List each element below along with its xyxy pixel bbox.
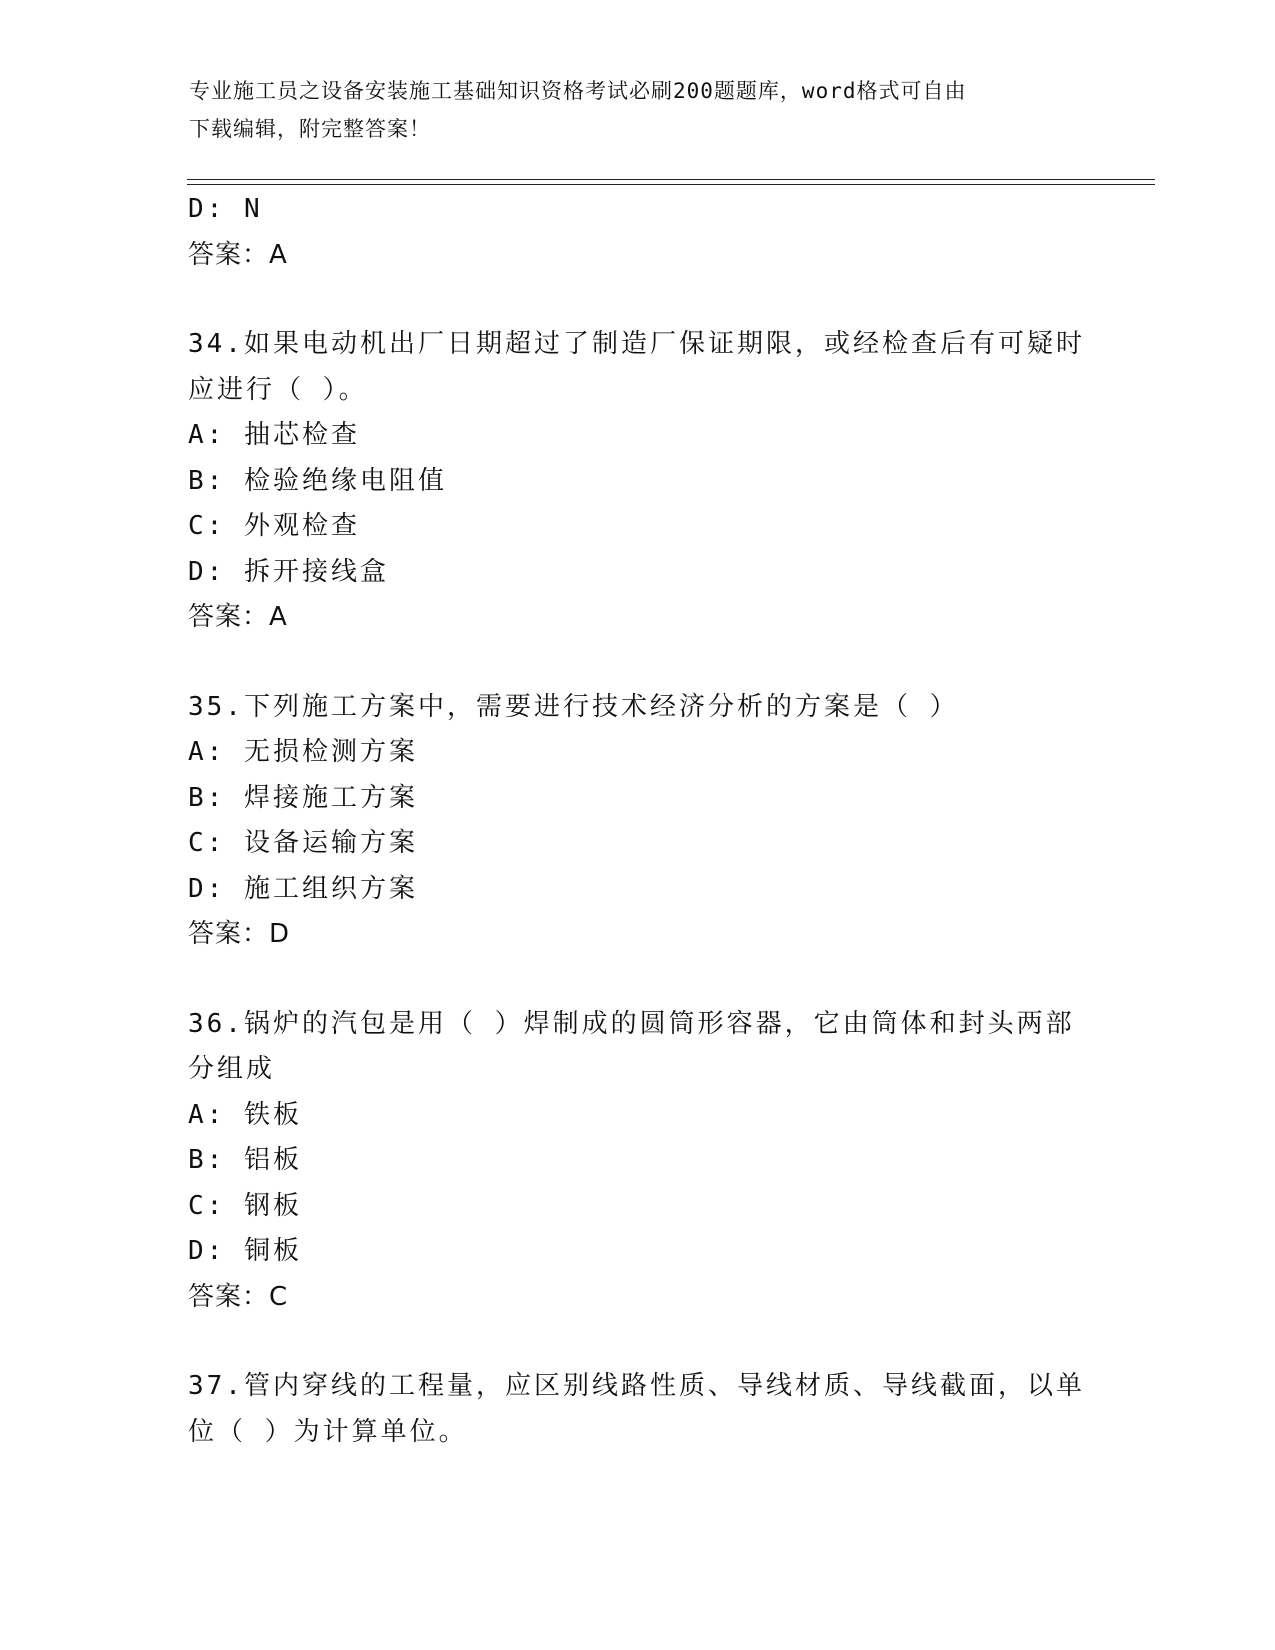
header-divider-top — [187, 179, 1155, 180]
question-stem-line-1: 37.管内穿线的工程量，应区别线路性质、导线材质、导线截面，以单 — [188, 1371, 1085, 1401]
answer-line: 答案：D — [188, 919, 291, 949]
question-stem-line-1: 35.下列施工方案中，需要进行技术经济分析的方案是（ ） — [188, 691, 959, 722]
option-d: D: 施工组织方案 — [188, 873, 418, 904]
question-spacer — [188, 1320, 1088, 1364]
option-a: A: 铁板 — [188, 1099, 302, 1130]
question-stem-line-1: 36.锅炉的汽包是用（ ）焊制成的圆筒形容器，它由筒体和封头两部 — [188, 1008, 1075, 1039]
option-b: B: 铝板 — [188, 1145, 302, 1175]
option-d: D: 拆开接线盒 — [188, 556, 389, 587]
question-spacer — [188, 278, 1088, 322]
question-stem-line-1: 34.如果电动机出厂日期超过了制造厂保证期限，或经检查后有可疑时 — [188, 329, 1085, 359]
header-title-line-2: 下载编辑，附完整答案！ — [189, 117, 431, 141]
question-34 — [188, 322, 1088, 641]
option-a: A: 抽芯检查 — [188, 420, 360, 450]
answer-line: 答案：A — [188, 239, 288, 270]
question-35 — [188, 685, 1088, 958]
option-d: D: N — [188, 194, 263, 224]
question-36 — [188, 1002, 1088, 1321]
header-divider-bottom — [187, 184, 1155, 185]
document-header — [189, 72, 1089, 148]
question-stem-line-2: 分组成 — [188, 1054, 276, 1084]
option-c: C: 外观检查 — [188, 511, 360, 541]
question-stem-line-2: 应进行（ ）。 — [188, 374, 368, 405]
question-37 — [188, 1364, 1088, 1455]
answer-line: 答案：A — [188, 602, 288, 632]
question-spacer — [188, 958, 1088, 1002]
question-list — [188, 187, 1088, 1455]
option-c: C: 设备运输方案 — [188, 828, 418, 858]
question-spacer — [188, 641, 1088, 685]
option-b: B: 焊接施工方案 — [188, 782, 418, 813]
option-c: C: 钢板 — [188, 1190, 302, 1221]
prev-question-tail — [188, 187, 1088, 278]
header-title-line-1: 专业施工员之设备安装施工基础知识资格考试必刷200题题库，word格式可自由 — [189, 79, 967, 103]
option-b: B: 检验绝缘电阻值 — [188, 465, 447, 496]
option-a: A: 无损检测方案 — [188, 737, 418, 767]
option-d: D: 铜板 — [188, 1236, 302, 1266]
question-stem-line-2: 位（ ）为计算单位。 — [188, 1416, 468, 1447]
answer-line: 答案：C — [188, 1281, 289, 1312]
